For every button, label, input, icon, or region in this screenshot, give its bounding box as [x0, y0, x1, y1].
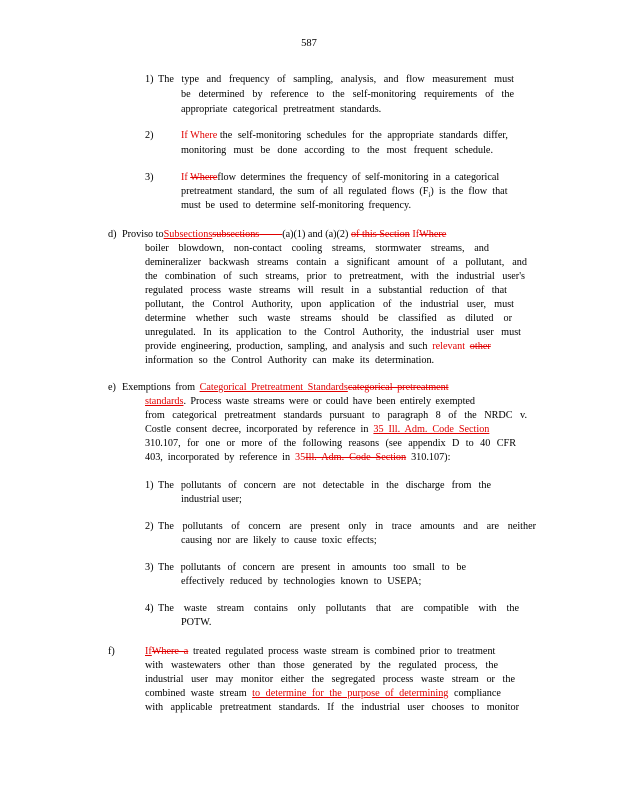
- section-e-line6: 403, incorporated by reference in 35Ill. Adm. Code Section 310.107):: [145, 452, 451, 463]
- item1-line3: appropriate categorical pretreatment standards.: [181, 104, 382, 115]
- section-d-line4: the combination of such streams, prior to pretreatment, with the industrial user's: [145, 271, 525, 282]
- section-d-line6: pollutant, the Control Authority, upon application of the industrial user, must: [145, 299, 514, 310]
- item3-line2: pretreatment standard, the sum of all regulated flows $(F_i)$ is the flow that: [181, 186, 508, 200]
- e-item2-number: 2): [145, 521, 154, 532]
- item2-line1: If Where the self-monitoring schedules for the appropriate standards differ,: [181, 130, 508, 141]
- section-e-label: e): [108, 382, 116, 393]
- section-f-line5: with applicable pretreatment standards. If the industrial user chooses to monitor: [145, 702, 519, 713]
- e-item3-line2: effectively reduced by technologies known to USEPA;: [181, 576, 422, 587]
- section-d-inserted-subsections: Subsections: [163, 229, 213, 240]
- e-item2-line2: causing nor are likely to cause toxic effects;: [181, 535, 377, 546]
- section-f-label: f): [108, 646, 115, 657]
- item1-line2: be determined by reference to the self-monitoring requirements of the: [181, 89, 514, 100]
- section-d-line2: boiler blowdown, non-contact cooling streams, stormwater streams, and: [145, 243, 489, 254]
- e-item1-number: 1): [145, 480, 154, 491]
- item3-number: 3): [145, 172, 154, 183]
- item3-deleted-text: Where: [190, 172, 218, 183]
- section-d-line3: demineralizer backwash streams contain a significant amount of a pollutant, and: [145, 257, 527, 268]
- item1-line1: The type and frequency of sampling, analysis, and flow measurement must: [158, 74, 514, 85]
- item2-number: 2): [145, 130, 154, 141]
- section-d-label: d): [108, 229, 117, 240]
- section-d-line8: unregulated. In its application to the Control Authority, the industrial user must: [145, 327, 521, 338]
- item3-line3: must be used to determine self-monitoring frequency.: [181, 200, 412, 211]
- section-f-line4: combined waste stream to determine for the purpose of determining compliance: [145, 688, 501, 699]
- section-d-line1: Proviso toSubsectionssubsections (a)(1) and (a)(2) of this Section IfWhere: [122, 229, 447, 240]
- section-d-deleted-subsections: subsections: [212, 229, 260, 240]
- section-e-line2: standards. Process waste streams were or could have been entirely exempted: [145, 396, 476, 407]
- e-item4-number: 4): [145, 603, 154, 614]
- item3-line1: If Whereflow determines the frequency of self-monitoring in a categorical: [181, 172, 500, 183]
- e-item2-line1: The pollutants of concern are present only in trace amounts and are neither: [158, 521, 536, 532]
- section-f-line3: industrial user may monitor either the segregated process waste stream or the: [145, 674, 515, 685]
- page-number: 587: [301, 38, 317, 49]
- e-item3-line1: The pollutants of concern are present in amounts too small to be: [158, 562, 466, 573]
- section-e-line3: from categorical pretreatment standards pursuant to paragraph 8 of the NRDC v.: [145, 410, 527, 421]
- item2-line2: monitoring must be done according to the most frequent schedule.: [181, 145, 493, 156]
- section-d-line9: provide engineering, production, sampling, and analysis and such relevant other: [145, 341, 491, 352]
- section-e-line1: Exemptions from Categorical Pretreatment Standardscategorical pretreatment: [122, 382, 449, 393]
- item2-inserted-text: If Where: [181, 130, 218, 141]
- e-item3-number: 3): [145, 562, 154, 573]
- section-d-line7: determine whether such waste streams should be classified as diluted or: [145, 313, 512, 324]
- item1-number: 1): [145, 74, 154, 85]
- section-d-line5: regulated process waste streams will result in a substantial reduction of that: [145, 285, 507, 296]
- e-item4-line1: The waste stream contains only pollutants that are compatible with the: [158, 603, 519, 614]
- section-d-line10: information so the Control Authority can make its determination.: [145, 355, 435, 366]
- e-item1-line1: The pollutants of concern are not detectable in the discharge from the: [158, 480, 491, 491]
- e-item1-line2: industrial user;: [181, 494, 242, 505]
- section-e-line5: 310.107, for one or more of the following reasons (see appendix D to 40 CFR: [145, 438, 516, 449]
- section-e-line4: Costle consent decree, incorporated by reference in 35 Ill. Adm. Code Section: [145, 424, 490, 435]
- e-item4-line2: POTW.: [181, 617, 212, 628]
- section-f-line1: IfWhere a treated regulated process waste stream is combined prior to treatment: [145, 646, 496, 657]
- section-f-line2: with wastewaters other than those generated by the regulated process, the: [145, 660, 498, 671]
